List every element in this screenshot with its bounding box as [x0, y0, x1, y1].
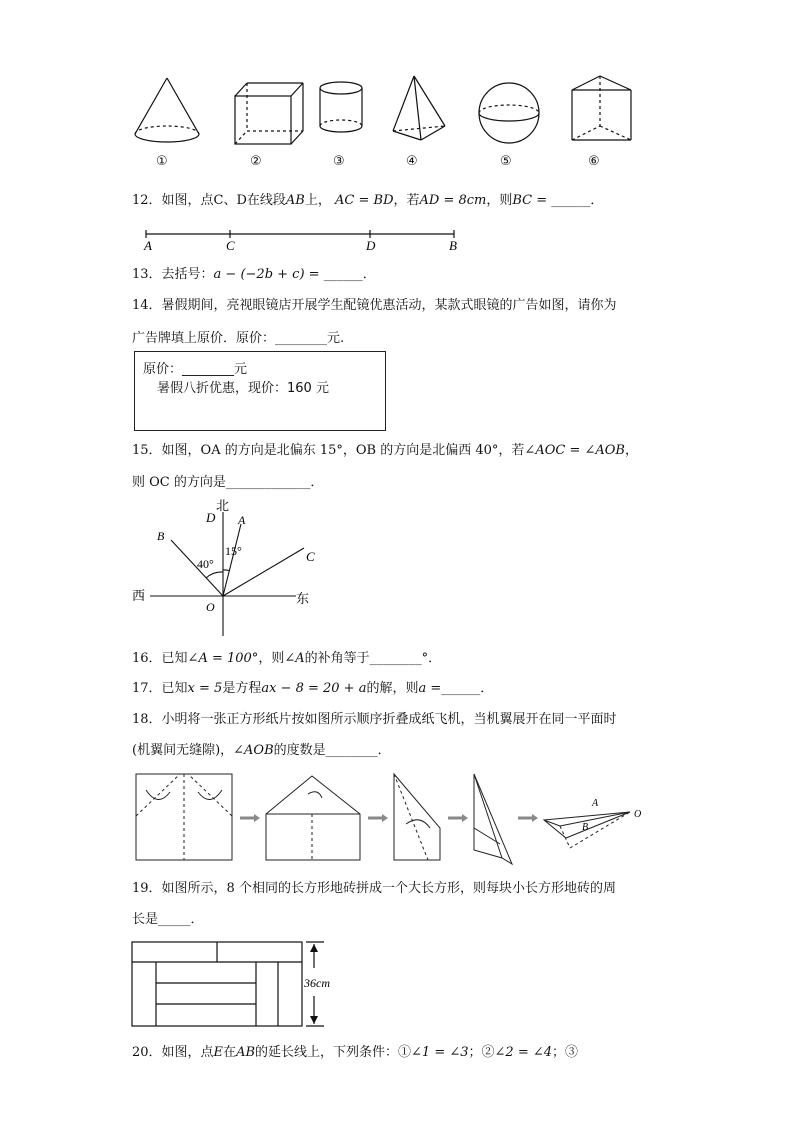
solid-label-4: ④	[406, 154, 418, 169]
plane-point-O: O	[634, 809, 642, 820]
prism-shape	[572, 76, 631, 140]
point-C: C	[226, 238, 235, 253]
plane-point-B: B	[582, 822, 589, 833]
question-16: 16．已知∠A = 100°，则∠A的补角等于________°．	[132, 651, 442, 666]
cylinder-shape	[320, 82, 362, 132]
point-D: D	[366, 238, 376, 253]
solid-label-1: ①	[156, 154, 168, 169]
point-A: A	[144, 238, 152, 253]
paper-plane-figure	[130, 768, 650, 868]
ad-line-1: 原价：________元	[143, 362, 248, 377]
answer-blank[interactable]: ________	[325, 743, 378, 758]
question-15-line1: 15．如图，OA 的方向是北偏东 15°，OB 的方向是北偏西 40°，若∠AOC = ∠AOB，	[132, 443, 638, 458]
segment-figure	[138, 224, 468, 254]
solid-label-5: ⑤	[500, 154, 512, 169]
answer-blank[interactable]: _____________	[225, 475, 311, 490]
west-label: 西	[132, 588, 146, 603]
point-D: D	[206, 510, 216, 525]
tiles-figure	[128, 938, 338, 1030]
question-15-line2: 则 OC 的方向是_____________．	[132, 475, 324, 490]
solid-label-6: ⑥	[588, 154, 600, 169]
direction-figure	[128, 498, 328, 640]
solid-label-3: ③	[333, 154, 345, 169]
answer-blank[interactable]: ________	[275, 331, 328, 346]
east-label: 东	[296, 591, 310, 606]
point-A: A	[238, 513, 246, 527]
answer-blank[interactable]: ______	[551, 193, 591, 208]
question-12: 12．如图，点C、D在线段AB上， AC = BD，若AD = 8cm，则BC = ______．	[132, 193, 604, 208]
solids-figure	[125, 68, 645, 173]
dimension-label: 36cm	[304, 976, 330, 990]
question-19-line2: 长是_____．	[132, 912, 204, 927]
point-B: B	[449, 238, 457, 253]
cube-shape	[235, 83, 303, 144]
ad-board	[134, 351, 386, 431]
cone-shape	[135, 78, 199, 142]
angle-15-label: 15°	[225, 544, 242, 558]
point-C: C	[306, 549, 315, 564]
question-18-line2: (机翼间无缝隙)，∠AOB的度数是________．	[132, 743, 391, 758]
question-17: 17．已知x = 5是方程ax − 8 = 20 + a的解，则a =______．	[132, 681, 494, 696]
question-14-line2: 广告牌填上原价．原价：________元.	[132, 331, 345, 346]
sphere-shape	[479, 83, 539, 143]
question-20: 20．如图，点E在AB的延长线上，下列条件：①∠1 = ∠3；②∠2 = ∠4；③	[132, 1045, 579, 1060]
answer-blank[interactable]: ________	[369, 651, 422, 666]
solid-label-2: ②	[250, 154, 262, 169]
question-18-line1: 18．小明将一张正方形纸片按如图所示顺序折叠成纸飞机，当机翼展开在同一平面时	[132, 712, 617, 727]
question-13: 13．去括号：a − (−2b + c) = ______．	[132, 267, 376, 282]
point-O: O	[206, 600, 215, 614]
question-19-line1: 19．如图所示，8 个相同的长方形地砖拼成一个大长方形，则每块小长方形地砖的周	[132, 881, 616, 896]
plane-point-A: A	[592, 798, 599, 809]
answer-blank[interactable]: ______	[441, 681, 481, 696]
pyramid-shape	[393, 76, 445, 140]
north-label: 北	[216, 498, 230, 513]
point-B: B	[157, 529, 165, 543]
question-14-line1: 14．暑假期间，亮视眼镜店开展学生配镜优惠活动，某款式眼镜的广告如图，请你为	[132, 298, 617, 313]
ad-line-2: 暑假八折优惠，现价：160 元	[157, 381, 329, 396]
answer-blank[interactable]: ______	[323, 267, 363, 282]
angle-40-label: 40°	[197, 557, 214, 571]
answer-blank[interactable]: _____	[158, 912, 191, 927]
